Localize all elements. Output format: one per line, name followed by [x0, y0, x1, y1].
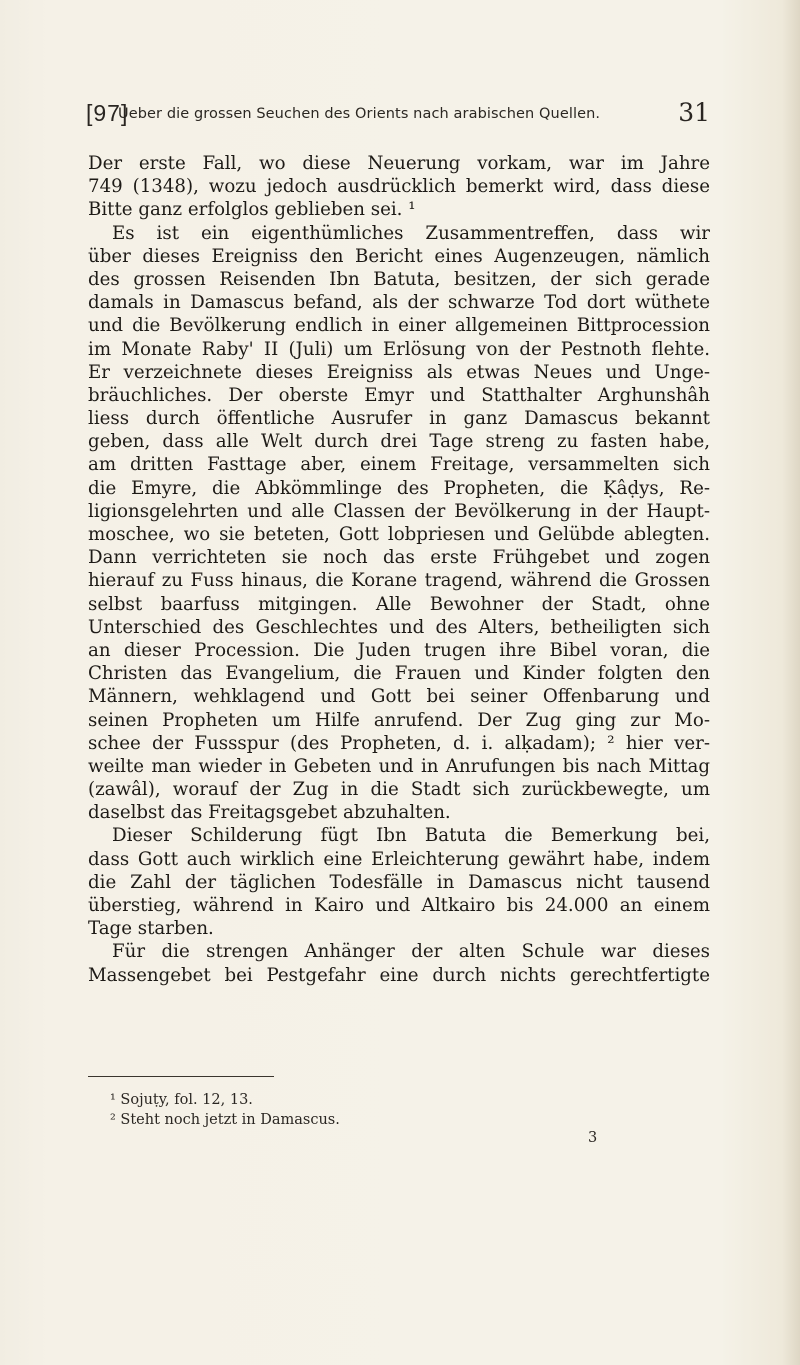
- text-line: Unterschied des Geschlechtes und des Alters, betheiligten sich: [88, 616, 710, 638]
- text-line: Es ist ein eigenthümliches Zusammentreffen, dass wir: [112, 222, 710, 244]
- text-line: hierauf zu Fuss hinaus, die Korane tragend, während die Grossen: [88, 570, 710, 592]
- text-line: die Emyre, die Abkömmlinge des Propheten, die Ḳâḍys, Re-: [88, 477, 710, 499]
- page-number: 31: [678, 98, 710, 127]
- text-line: Tage starben.: [88, 918, 214, 940]
- text-line: daselbst das Freitagsgebet abzuhalten.: [88, 802, 451, 824]
- text-line: Massengebet bei Pestgefahr eine durch nichts gerechtfertigte: [88, 964, 710, 986]
- text-line: ligionsgelehrten und alle Classen der Bevölkerung in der Haupt-: [88, 500, 710, 522]
- text-line: seinen Propheten um Hilfe anrufend. Der Zug ging zur Mo-: [88, 709, 710, 731]
- page-reference: [97]: [86, 100, 129, 126]
- text-line: an dieser Procession. Die Juden trugen ihre Bibel voran, die: [88, 639, 710, 661]
- text-line: die Zahl der täglichen Todesfälle in Damascus nicht tausend: [88, 871, 710, 893]
- footnotes: [110, 1090, 610, 1130]
- text-line: geben, dass alle Welt durch drei Tage streng zu fasten habe,: [88, 431, 710, 453]
- text-line: damals in Damascus befand, als der schwarze Tod dort wüthete: [88, 292, 710, 314]
- text-line: dass Gott auch wirklich eine Erleichterung gewährt habe, indem: [88, 848, 710, 870]
- text-line: Christen das Evangelium, die Frauen und Kinder folgten den: [88, 663, 710, 685]
- text-line: schee der Fussspur (des Propheten, d. i. alḳadam); ² hier ver-: [88, 732, 710, 754]
- running-title: Ueber die grossen Seuchen des Orients nach arabischen Quellen.: [118, 106, 601, 122]
- text-line: weilte man wieder in Gebeten und in Anrufungen bis nach Mittag: [88, 755, 710, 777]
- text-line: und die Bevölkerung endlich in einer allgemeinen Bittprocession: [88, 315, 710, 337]
- text-line: am dritten Fasttage aber, einem Freitage, versammelten sich: [88, 454, 710, 476]
- footnote-1: ¹ Sojuṭy, fol. 12, 13.: [110, 1092, 253, 1108]
- text-line: Der erste Fall, wo diese Neuerung vorkam, war im Jahre: [88, 153, 710, 174]
- text-line: im Monate Raby' II (Juli) um Erlösung von der Pestnoth flehte.: [88, 338, 710, 360]
- page-edge-shadow: [782, 0, 800, 1365]
- text-line: liess durch öffentliche Ausrufer in ganz Damascus bekannt: [88, 408, 710, 430]
- text-line: Für die strengen Anhänger der alten Schule war dieses: [112, 941, 710, 963]
- text-line: 749 (1348), wozu jedoch ausdrücklich bemerkt wird, dass diese: [88, 176, 710, 198]
- body-text: [88, 152, 710, 987]
- text-line: Er verzeichnete dieses Ereigniss als etwas Neues und Unge-: [88, 361, 710, 383]
- text-line: (zawâl), worauf der Zug in die Stadt sich zurückbewegte, um: [88, 779, 710, 801]
- text-line: Bitte ganz erfolglos geblieben sei. ¹: [88, 199, 416, 221]
- text-line: überstieg, während in Kairo und Altkairo bis 24.000 an einem: [88, 895, 710, 916]
- text-line: moschee, wo sie beteten, Gott lobpriesen und Gelübde ablegten.: [88, 524, 710, 545]
- text-line: Dieser Schilderung fügt Ibn Batuta die Bemerkung bei,: [112, 825, 710, 847]
- text-line: Dann verrichteten sie noch das erste Frühgebet und zogen: [88, 547, 710, 569]
- text-line: Männern, wehklagend und Gott bei seiner Offenbarung und: [88, 686, 710, 708]
- text-line: über dieses Ereigniss den Bericht eines Augenzeugen, nämlich: [88, 245, 710, 267]
- text-line: bräuchliches. Der oberste Emyr und Statthalter Arghunshâh: [88, 384, 710, 406]
- text-line: des grossen Reisenden Ibn Batuta, besitzen, der sich gerade: [88, 268, 710, 290]
- printer-signature: 3: [588, 1130, 598, 1146]
- footnote-2: ² Steht noch jetzt in Damascus.: [110, 1112, 340, 1128]
- footnote-divider: [88, 1076, 274, 1077]
- page-header: [86, 98, 710, 138]
- text-line: selbst baarfuss mitgingen. Alle Bewohner der Stadt, ohne: [88, 593, 710, 615]
